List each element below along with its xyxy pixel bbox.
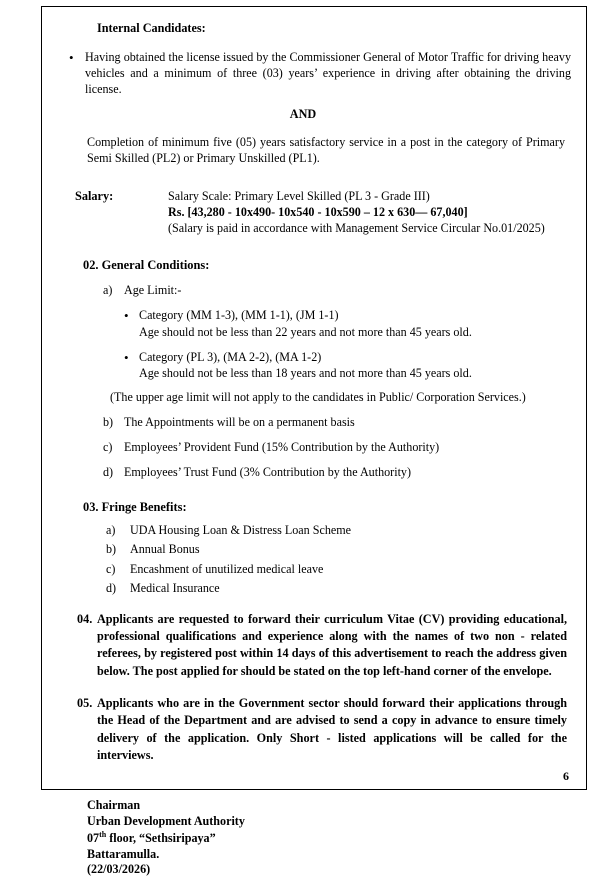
signatory-organization: Urban Development Authority bbox=[87, 814, 245, 829]
floor-ordinal-suffix: th bbox=[99, 829, 107, 839]
fringe-item-a-text: UDA Housing Loan & Distress Loan Scheme bbox=[130, 523, 352, 538]
fringe-item-a bbox=[106, 522, 575, 538]
document-page bbox=[41, 6, 587, 877]
condition-item-c bbox=[103, 439, 575, 455]
condition-item-b-text: The Appointments will be on a permanent basis bbox=[124, 415, 355, 430]
age-bullet-1 bbox=[124, 307, 575, 339]
salary-label: Salary: bbox=[75, 189, 114, 204]
bullet-icon: • bbox=[124, 349, 129, 365]
fringe-item-c-label: c) bbox=[106, 561, 116, 576]
age-bullet-2-category: Category (PL 3), (MA 2-2), (MA 1-2) bbox=[139, 349, 322, 364]
age-limit-label: a) bbox=[103, 283, 113, 298]
salary-block bbox=[75, 188, 575, 236]
age-limit-note: (The upper age limit will not apply to the candidates in Public/ Corporation Services.) bbox=[110, 390, 526, 405]
age-bullet-2-range: Age should not be less than 18 years and not more than 45 years old. bbox=[139, 365, 472, 380]
fringe-item-b bbox=[106, 541, 575, 557]
condition-item-c-text: Employees’ Provident Fund (15% Contribution by the Authority) bbox=[124, 440, 440, 455]
age-limit-item bbox=[103, 282, 575, 298]
floor-number: 07 bbox=[87, 830, 100, 845]
internal-candidates-bullet-text: Having obtained the license issued by the Commissioner General of Motor Traffic for driving heavy vehicles and a minimum of three (03) years’ experience in driving after obtaining the driving license. bbox=[85, 50, 571, 96]
fringe-item-d-label: d) bbox=[106, 580, 117, 595]
salary-details bbox=[168, 188, 575, 236]
age-bullet-1-range: Age should not be less than 22 years and not more than 45 years old. bbox=[139, 324, 472, 339]
condition-item-d-text: Employees’ Trust Fund (3% Contribution by the Authority) bbox=[124, 465, 412, 480]
page-number: 6 bbox=[563, 769, 569, 783]
signatory-date: (22/03/2026) bbox=[87, 862, 151, 877]
signature-block bbox=[87, 798, 575, 878]
fringe-benefits-heading: 03. Fringe Benefits: bbox=[83, 500, 187, 515]
fringe-item-b-text: Annual Bonus bbox=[130, 542, 200, 557]
instruction-paragraph-05 bbox=[77, 695, 567, 764]
signatory-city: Battaramulla. bbox=[87, 846, 160, 861]
salary-scale-line: Salary Scale: Primary Level Skilled (PL 3 - Grade III) bbox=[168, 189, 430, 204]
condition-item-b-label: b) bbox=[103, 415, 114, 430]
instruction-05-text: Applicants who are in the Government sector should forward their applications through the Head of the Department and are advised to send a copy in advance to ensure timely delivery of the application. Only Short - listed applications will be called for the interviews. bbox=[97, 696, 567, 762]
fringe-item-d-text: Medical Insurance bbox=[130, 580, 220, 595]
completion-paragraph: Completion of minimum five (05) years satisfactory service in a post in the category of Primary Semi Skilled (PL2) or Primary Unskilled (PL1). bbox=[87, 134, 565, 165]
instruction-04-text: Applicants are requested to forward their curriculum Vitae (CV) providing educational, professional qualifications and experience along with the names of two non - related referees, by registered post within 14 days of this advertisement to reach the address given below. The post applied for should be stated on the top left-hand corner of the envelope. bbox=[97, 611, 567, 678]
internal-candidates-bullet bbox=[69, 50, 571, 98]
instruction-paragraph-04 bbox=[77, 611, 567, 680]
fringe-item-c bbox=[106, 561, 575, 577]
general-conditions-heading: 02. General Conditions: bbox=[83, 258, 210, 273]
bullet-icon: • bbox=[124, 308, 129, 324]
age-limit-text: Age Limit:- bbox=[124, 283, 182, 298]
signatory-title: Chairman bbox=[87, 798, 141, 813]
signatory-address-floor bbox=[87, 830, 575, 847]
floor-building: floor, “Sethsiripaya” bbox=[106, 830, 216, 845]
fringe-item-a-label: a) bbox=[106, 523, 116, 538]
instruction-05-number: 05. bbox=[77, 696, 93, 710]
fringe-item-c-text: Encashment of unutilized medical leave bbox=[130, 561, 324, 576]
age-bullet-1-category: Category (MM 1-3), (MM 1-1), (JM 1-1) bbox=[139, 308, 339, 323]
and-connector: AND bbox=[289, 106, 317, 121]
salary-amount-line: Rs. [43,280 - 10x490- 10x540 - 10x590 – 12 x 630— 67,040] bbox=[168, 205, 468, 220]
salary-circular-line: (Salary is paid in accordance with Management Service Circular No.01/2025) bbox=[168, 221, 545, 236]
condition-item-d bbox=[103, 464, 575, 480]
condition-item-c-label: c) bbox=[103, 440, 113, 455]
age-bullet-2 bbox=[124, 349, 575, 381]
instruction-04-number: 04. bbox=[77, 611, 93, 626]
fringe-item-b-label: b) bbox=[106, 542, 117, 557]
condition-item-d-label: d) bbox=[103, 465, 114, 480]
fringe-item-d bbox=[106, 580, 575, 596]
condition-item-b bbox=[103, 414, 575, 430]
internal-candidates-heading: Internal Candidates: bbox=[97, 21, 206, 35]
bullet-icon: • bbox=[69, 50, 74, 65]
